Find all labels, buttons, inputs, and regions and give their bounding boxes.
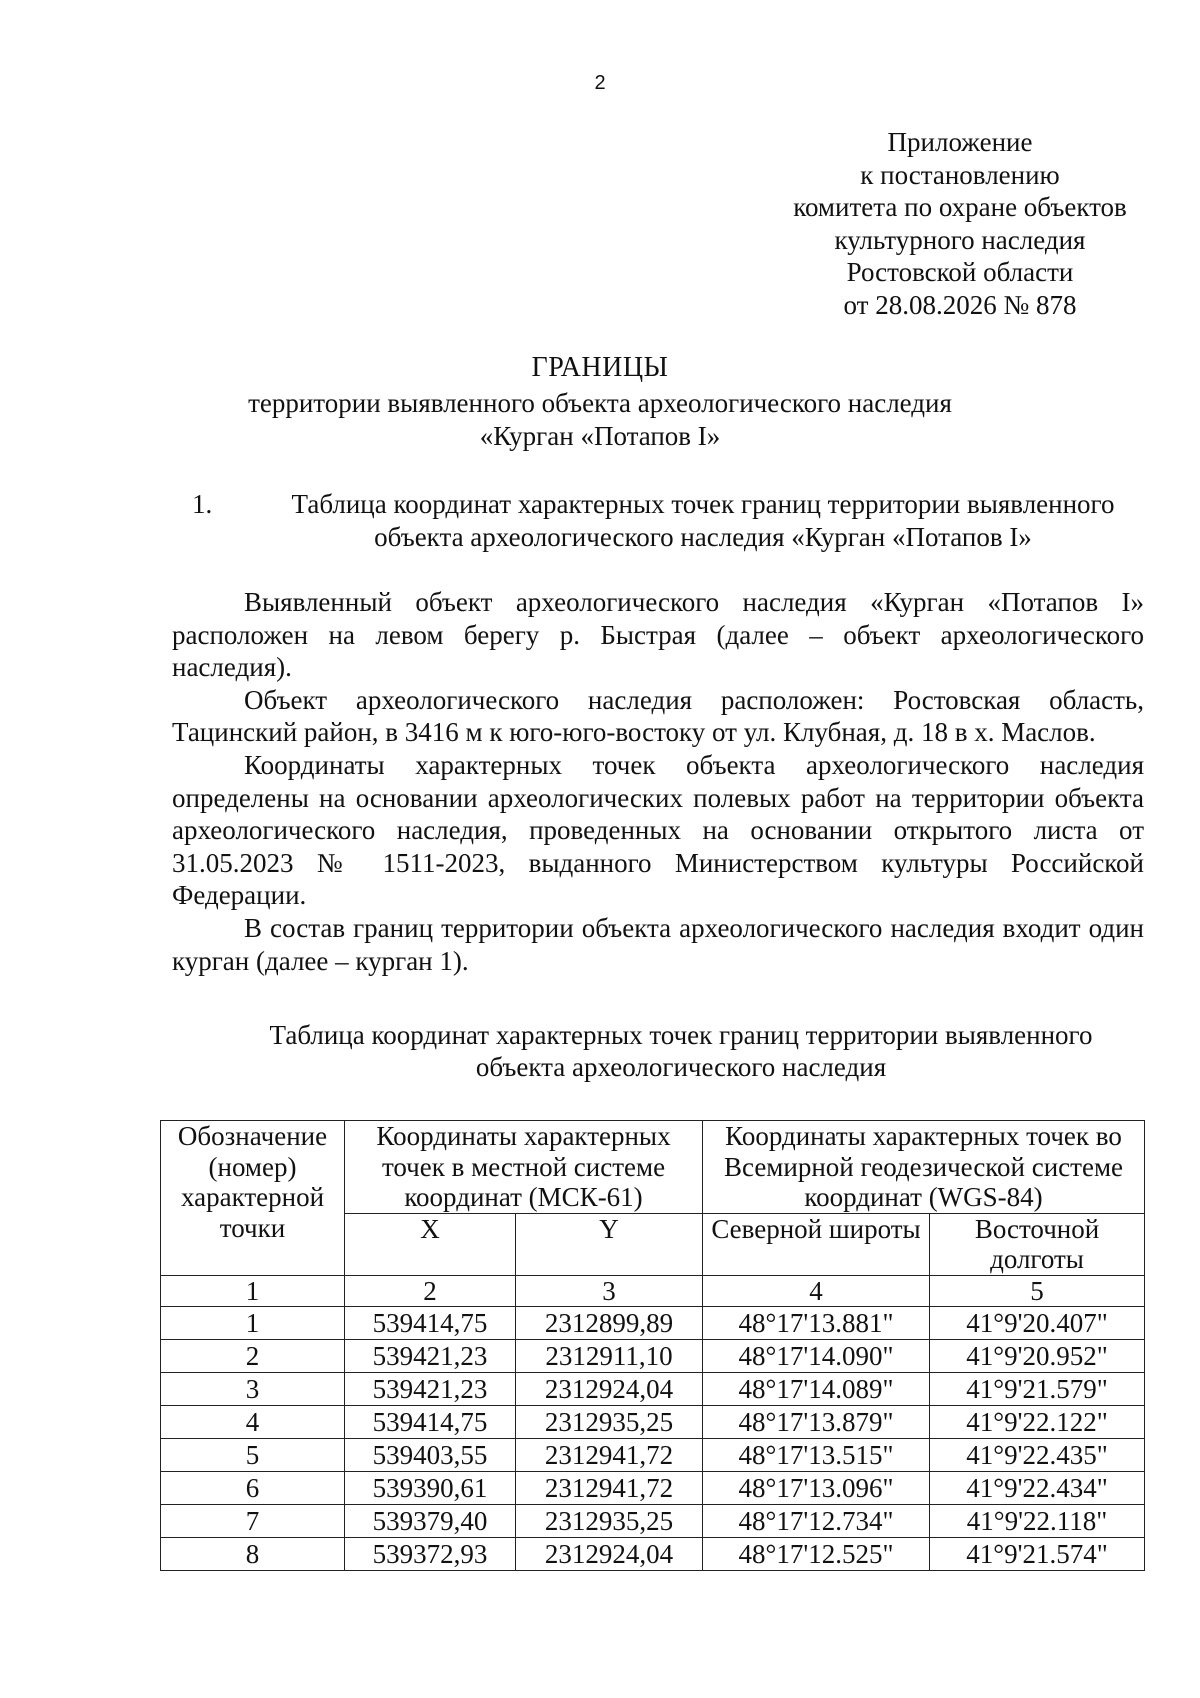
- appendix-line: культурного наследия: [834, 224, 1086, 255]
- table-cell: 539403,55: [345, 1439, 516, 1472]
- header-point-number: Обозначение (номер) характерной точки: [161, 1121, 345, 1276]
- paragraph: Координаты характерных точек объекта археологического наследия определены на основании археологических полевых работ на территории объекта археологического наследия, проведенных на основании открытого листа от 31.05.2023 № 1511-2023, выданного Министерством культуры Российской Федерации.: [172, 749, 1144, 911]
- table-cell: 41°9'22.122": [930, 1406, 1145, 1439]
- table-cell: 5: [161, 1439, 345, 1472]
- table-row: [161, 1538, 1145, 1571]
- body-text: [172, 586, 1144, 977]
- table-cell: 48°17'13.515": [703, 1439, 930, 1472]
- appendix-line: Ростовской области: [846, 257, 1074, 287]
- table-cell: 48°17'12.734": [703, 1505, 930, 1538]
- table-cell: 8: [161, 1538, 345, 1571]
- table-cell: 2312935,25: [516, 1406, 703, 1439]
- header-y: Y: [516, 1213, 703, 1275]
- appendix-block: [760, 126, 1160, 321]
- table-cell: 539421,23: [345, 1340, 516, 1373]
- table-cell: 2312941,72: [516, 1472, 703, 1505]
- table-row: [161, 1373, 1145, 1406]
- header-local-coordinates: Координаты характерных точек в местной системе координат (МСК-61): [345, 1121, 703, 1214]
- table-cell: 48°17'14.090": [703, 1340, 930, 1373]
- table-cell: 41°9'22.118": [930, 1505, 1145, 1538]
- table-row: [161, 1472, 1145, 1505]
- header-latitude: Северной широты: [703, 1213, 930, 1275]
- header-wgs-coordinates: Координаты характерных точек во Всемирной геодезической системе координат (WGS-84): [703, 1121, 1145, 1214]
- table-row: [161, 1439, 1145, 1472]
- table-cell: 1: [161, 1307, 345, 1340]
- subtitle-line: «Курган «Потапов I»: [479, 421, 721, 451]
- table-row: [161, 1340, 1145, 1373]
- paragraph: Выявленный объект археологического наследия «Курган «Потапов I» расположен на левом берегу р. Быстрая (далее – объект археологического наследия).: [172, 587, 1144, 683]
- table-cell: 41°9'21.574": [930, 1538, 1145, 1571]
- table-cell: 2312899,89: [516, 1307, 703, 1340]
- table-cell: 539414,75: [345, 1406, 516, 1439]
- table-cell: 41°9'21.579": [930, 1373, 1145, 1406]
- table-cell: 539372,93: [345, 1538, 516, 1571]
- table-cell: 2312924,04: [516, 1538, 703, 1571]
- appendix-line: от 28.08.2026 № 878: [843, 289, 1077, 320]
- table-cell: 48°17'13.879": [703, 1406, 930, 1439]
- header-longitude: Восточной долготы: [930, 1213, 1145, 1275]
- table-cell: 41°9'20.407": [930, 1307, 1145, 1340]
- table-cell: 2312935,25: [516, 1505, 703, 1538]
- section-title: Таблица координат характерных точек границ территории выявленного объекта археологического наследия «Курган «Потапов I»: [291, 489, 1115, 552]
- table-cell: 2312941,72: [516, 1439, 703, 1472]
- table-cell: 48°17'14.089": [703, 1373, 930, 1406]
- coordinates-table: [160, 1120, 1145, 1571]
- column-number: 3: [516, 1275, 703, 1307]
- section-number: 1.: [192, 489, 213, 519]
- table-cell: 539421,23: [345, 1373, 516, 1406]
- table-cell: 48°17'13.096": [703, 1472, 930, 1505]
- table-row: [161, 1307, 1145, 1340]
- table-cell: 539390,61: [345, 1472, 516, 1505]
- table-cell: 6: [161, 1472, 345, 1505]
- table-cell: 539379,40: [345, 1505, 516, 1538]
- table-cell: 3: [161, 1373, 345, 1406]
- header-x: X: [345, 1213, 516, 1275]
- appendix-line: комитета по охране объектов: [793, 192, 1127, 222]
- table-cell: 48°17'12.525": [703, 1538, 930, 1571]
- appendix-line: Приложение: [887, 127, 1033, 157]
- column-number: 5: [930, 1275, 1145, 1307]
- table-caption-line: Таблица координат характерных точек границ территории выявленного: [269, 1020, 1093, 1050]
- page-number: 2: [594, 72, 606, 94]
- table-row: [161, 1505, 1145, 1538]
- table-caption: [236, 1019, 1126, 1083]
- table-cell: 7: [161, 1505, 345, 1538]
- column-number: 1: [161, 1275, 345, 1307]
- appendix-line: к постановлению: [860, 159, 1060, 190]
- table-row: [161, 1406, 1145, 1439]
- table-cell: 2312911,10: [516, 1340, 703, 1373]
- section-heading: [192, 488, 1142, 554]
- table-cell: 539414,75: [345, 1307, 516, 1340]
- column-number-row: [161, 1275, 1145, 1307]
- table-cell: 2: [161, 1340, 345, 1373]
- column-number: 2: [345, 1275, 516, 1307]
- table-cell: 41°9'22.434": [930, 1472, 1145, 1505]
- paragraph: Объект археологического наследия расположен: Ростовская область, Тацинский район, в 3416 м к юго-юго-востоку от ул. Клубная, д. 18 в х. Маслов.: [172, 684, 1144, 748]
- table-cell: 2312924,04: [516, 1373, 703, 1406]
- document-title: ГРАНИЦЫ: [531, 352, 669, 383]
- column-number: 4: [703, 1275, 930, 1307]
- table-caption-line: объекта археологического наследия: [475, 1052, 887, 1082]
- subtitle-line: территории выявленного объекта археологического наследия: [248, 388, 952, 418]
- document-subtitle: [0, 387, 1200, 453]
- table-cell: 4: [161, 1406, 345, 1439]
- table-cell: 48°17'13.881": [703, 1307, 930, 1340]
- table-cell: 41°9'20.952": [930, 1340, 1145, 1373]
- table-cell: 41°9'22.435": [930, 1439, 1145, 1472]
- paragraph: В состав границ территории объекта археологического наследия входит один курган (далее – курган 1).: [172, 912, 1144, 976]
